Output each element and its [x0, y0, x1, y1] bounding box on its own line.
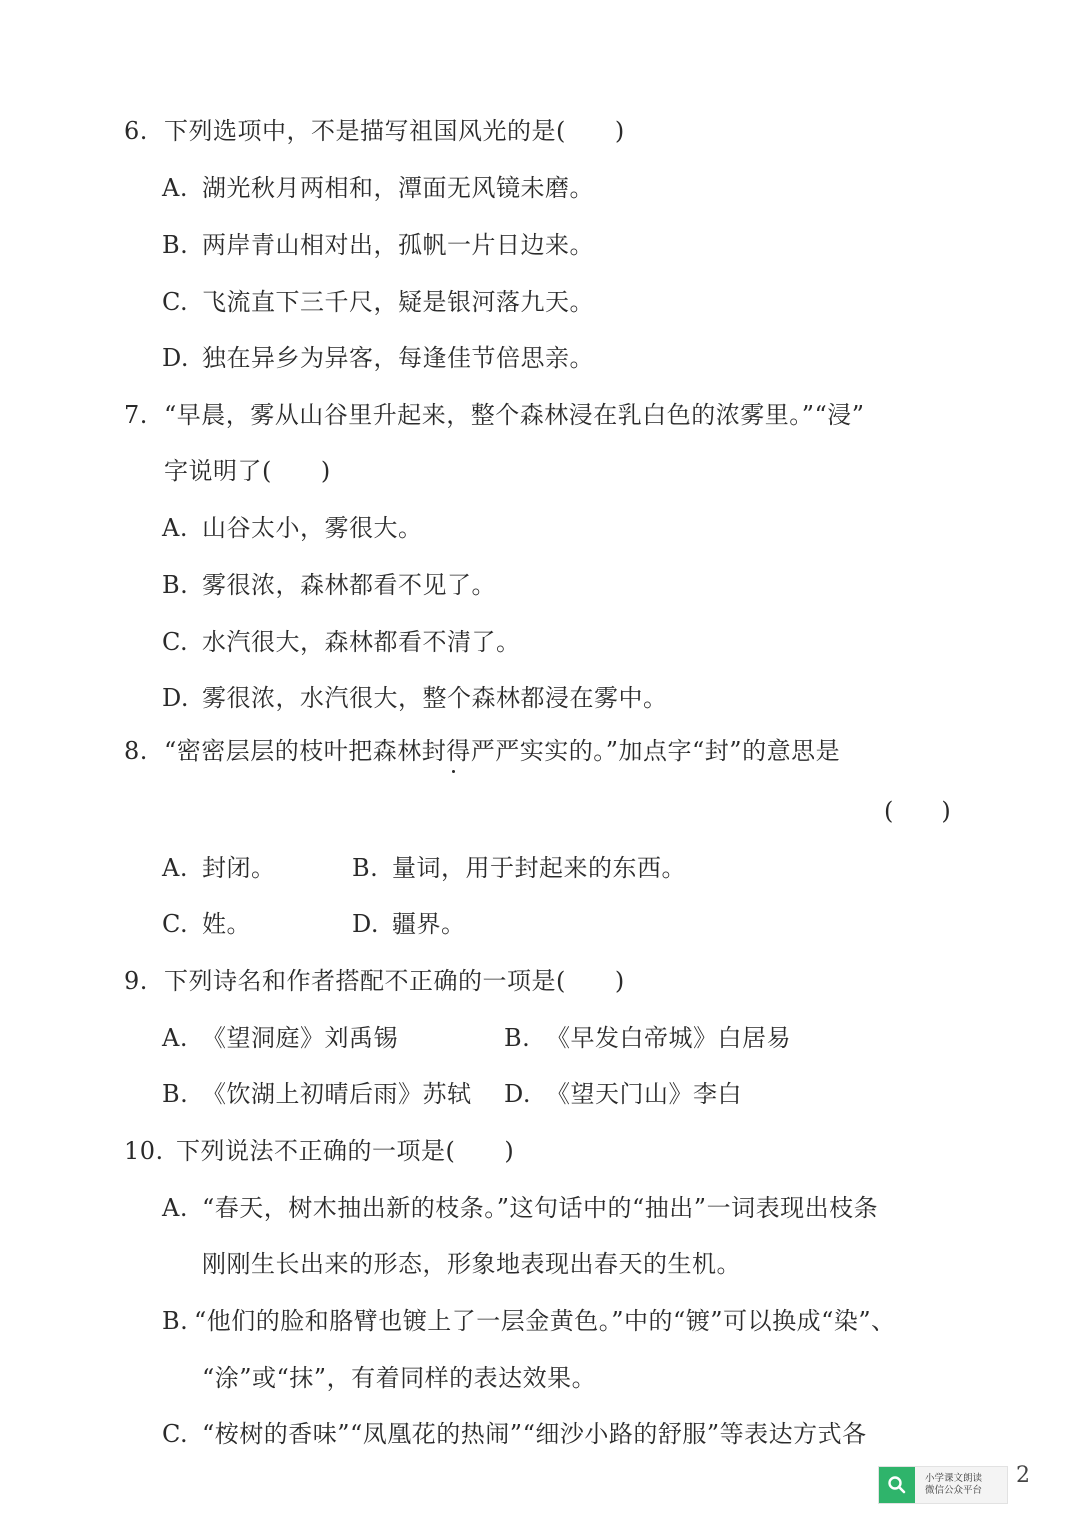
- q10-option-a-line2: 刚刚生长出来的形态，形象地表现出春天的生机。: [202, 1250, 741, 1278]
- q7-option-a-label: A.: [162, 514, 188, 542]
- question-6-number: 6.: [124, 117, 148, 145]
- q6-option-b-label: B.: [162, 231, 189, 259]
- q8-option-c-text: 姓。: [202, 910, 251, 938]
- question-7-text-line1: “早晨，雾从山谷里升起来，整个森林浸在乳白色的浓雾里。”“浸”: [164, 401, 865, 429]
- q8-option-d-label: D.: [352, 910, 380, 938]
- q9-option-c-text: 《饮湖上初晴后雨》苏轼: [202, 1080, 472, 1108]
- page-number: 2: [1016, 1463, 1030, 1488]
- question-7-number: 7.: [124, 401, 148, 429]
- q10-option-a-line1: “春天，树木抽出新的枝条。”这句话中的“抽出”一词表现出枝条: [202, 1194, 879, 1222]
- q9-option-a-text: 《望洞庭》刘禹锡: [202, 1024, 398, 1052]
- q9-option-b-text: 《早发白帝城》白居易: [546, 1024, 791, 1052]
- q9-option-a-label: A.: [162, 1024, 188, 1052]
- q6-option-a-text: 湖光秋月两相和，潭面无风镜未磨。: [202, 174, 594, 202]
- q10-option-b-line1: “他们的脸和胳臂也镀上了一层金黄色。”中的“镀”可以换成“染”、: [194, 1307, 896, 1335]
- q7-option-c-text: 水汽很大，森林都看不清了。: [202, 628, 521, 656]
- q6-option-a-label: A.: [162, 174, 188, 202]
- watermark-line2: 微信公众平台: [925, 1485, 983, 1496]
- wechat-watermark: [878, 1466, 1008, 1504]
- question-6-text: 下列选项中，不是描写祖国风光的是( ): [164, 117, 625, 145]
- question-10-text: 下列说法不正确的一项是( ): [176, 1137, 515, 1165]
- question-9-text: 下列诗名和作者搭配不正确的一项是( ): [164, 967, 625, 995]
- q8-option-b-text: 量词，用于封起来的东西。: [392, 854, 686, 882]
- q7-option-d-label: D.: [162, 684, 190, 712]
- watermark-line1: 小学课文朗读: [925, 1473, 983, 1484]
- question-8-answer-bracket: ( ): [884, 797, 951, 825]
- emphasis-dot: [452, 770, 455, 773]
- q6-option-b-text: 两岸青山相对出，孤帆一片日边来。: [202, 231, 594, 259]
- q6-option-c-label: C.: [162, 288, 189, 316]
- q9-option-d-label: D.: [504, 1080, 532, 1108]
- q10-option-b-label: B.: [162, 1307, 189, 1335]
- q10-option-c-line1: “桉树的香味”“凤凰花的热闹”“细沙小路的舒服”等表达方式各: [202, 1420, 867, 1448]
- q7-option-b-text: 雾很浓，森林都看不见了。: [202, 571, 496, 599]
- q8-option-d-text: 疆界。: [392, 910, 466, 938]
- question-7-text-line2: 字说明了( ): [164, 457, 331, 485]
- q7-option-c-label: C.: [162, 628, 189, 656]
- search-icon: [879, 1467, 915, 1503]
- q7-option-d-text: 雾很浓，水汽很大，整个森林都浸在雾中。: [202, 684, 668, 712]
- q6-option-c-text: 飞流直下三千尺，疑是银河落九天。: [202, 288, 594, 316]
- q9-option-c-label: B.: [162, 1080, 189, 1108]
- q10-option-c-label: C.: [162, 1420, 189, 1448]
- q6-option-d-text: 独在异乡为异客，每逢佳节倍思亲。: [202, 344, 594, 372]
- q6-option-d-label: D.: [162, 344, 190, 372]
- q8-option-a-label: A.: [162, 854, 188, 882]
- q8-option-c-label: C.: [162, 910, 189, 938]
- question-8-number: 8.: [124, 737, 148, 765]
- q10-option-a-label: A.: [162, 1194, 188, 1222]
- q8-option-b-label: B.: [352, 854, 379, 882]
- q8-option-a-text: 封闭。: [202, 854, 276, 882]
- q9-option-d-text: 《望天门山》李白: [546, 1080, 742, 1108]
- question-9-number: 9.: [124, 967, 148, 995]
- q7-option-a-text: 山谷太小，雾很大。: [202, 514, 423, 542]
- q7-option-b-label: B.: [162, 571, 189, 599]
- question-8-text: “密密层层的枝叶把森林封得严严实实的。”加点字“封”的意思是: [164, 737, 841, 765]
- q9-option-b-label: B.: [504, 1024, 531, 1052]
- q10-option-b-line2: “涂”或“抹”，有着同样的表达效果。: [202, 1364, 597, 1392]
- question-10-number: 10.: [124, 1137, 164, 1165]
